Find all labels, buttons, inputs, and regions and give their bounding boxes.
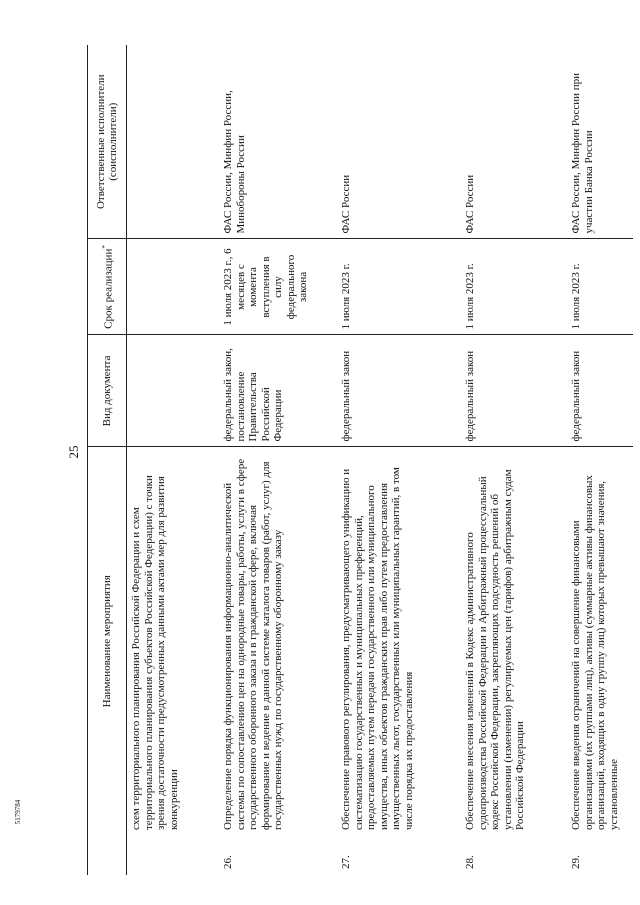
row-doc-type: федеральный закон bbox=[567, 335, 633, 447]
row-name: Обеспечение правового регулирования, предусматривающего унификацию и систематизацию государственных и муниципальных преференций, предоставляемых путем передачи государственного или муниципального имущества, иных объектов гражданских прав либо путем предоставления имущественных льгот, государственных или муниципальных гарантий, в том числе порядка их предоставления bbox=[340, 467, 415, 830]
table-row-continuation bbox=[127, 45, 220, 875]
document-code: 5179784 bbox=[14, 799, 22, 825]
row-deadline: 1 июля 2023 г. bbox=[461, 239, 567, 335]
row-number: 27. bbox=[340, 855, 352, 869]
row-responsible: ФАС России bbox=[337, 45, 461, 239]
row-doc-type: федеральный закон bbox=[461, 335, 567, 447]
row-number: 26. bbox=[222, 855, 234, 869]
table-row bbox=[567, 45, 633, 875]
row-deadline: 1 июля 2023 г., 6 месяцев с момента вступления в силу федерального закона bbox=[219, 239, 337, 335]
header-deadline bbox=[88, 239, 127, 335]
header-number bbox=[88, 835, 127, 875]
row-deadline bbox=[127, 239, 220, 335]
header-name: Наименование мероприятия bbox=[88, 447, 127, 835]
row-responsible: ФАС России bbox=[461, 45, 567, 239]
row-doc-type bbox=[127, 335, 220, 447]
row-deadline: 1 июля 2023 г. bbox=[567, 239, 633, 335]
row-deadline: 1 июля 2023 г. bbox=[337, 239, 461, 335]
row-number bbox=[127, 835, 220, 875]
table-header-row bbox=[88, 45, 127, 875]
page-number: 25 bbox=[66, 445, 81, 459]
table-row bbox=[219, 45, 337, 875]
row-responsible: ФАС России, Минфин России, Минобороны России bbox=[219, 45, 337, 239]
row-doc-type: федеральный закон bbox=[337, 335, 461, 447]
row-number: 29. bbox=[570, 855, 582, 869]
row-responsible: ФАС России, Минфин России при участии Банка России bbox=[567, 45, 633, 239]
rotated-table-container bbox=[87, 45, 620, 875]
header-responsible: Ответственные исполнители (соисполнители) bbox=[88, 45, 127, 239]
table-row bbox=[337, 45, 461, 875]
table-row bbox=[461, 45, 567, 875]
measures-table bbox=[87, 45, 633, 875]
row-doc-type: федеральный закон, постановление Правительства Российской Федерации bbox=[219, 335, 337, 447]
row-name: схем территориального планирования Российской Федерации и схем территориального планирования субъектов Российской Федерации) с точки зрения достаточности предусмотренных данными актами мер для развития конкуренции bbox=[130, 475, 180, 830]
row-number: 28. bbox=[464, 855, 476, 869]
header-doc-type: Вид документа bbox=[88, 335, 127, 447]
row-name: Обеспечение введения ограничений на совершение финансовыми организациями (их группами лиц), активы (суммарные активы финансовых организаций, входящих в одну группу лиц) которых превышают значения, установленные bbox=[570, 475, 620, 830]
row-name: Обеспечение внесения изменений в Кодекс административного судопроизводства Российской Федерации и Арбитражный процессуальный кодекс Российской Федерации, закрепляющих подсудность решений об установлении (изменении) регулируемых цен (тарифов) арбитражным судам Российской Федерации bbox=[464, 469, 526, 830]
header-deadline-text: Срок реализации bbox=[102, 248, 115, 329]
header-deadline-footnote-mark: * bbox=[100, 245, 109, 249]
row-responsible bbox=[127, 45, 220, 239]
row-name: Определение порядка функционирования информационно-аналитической системы по сопоставлению цен на однородные товары, работы, услуги в сфере государственного оборонного заказа и в гражданской сфере, включая формирование и ведение в данной системе каталога товаров (работ, услуг) для государственных нужд по государственному оборонному заказу bbox=[222, 458, 284, 830]
